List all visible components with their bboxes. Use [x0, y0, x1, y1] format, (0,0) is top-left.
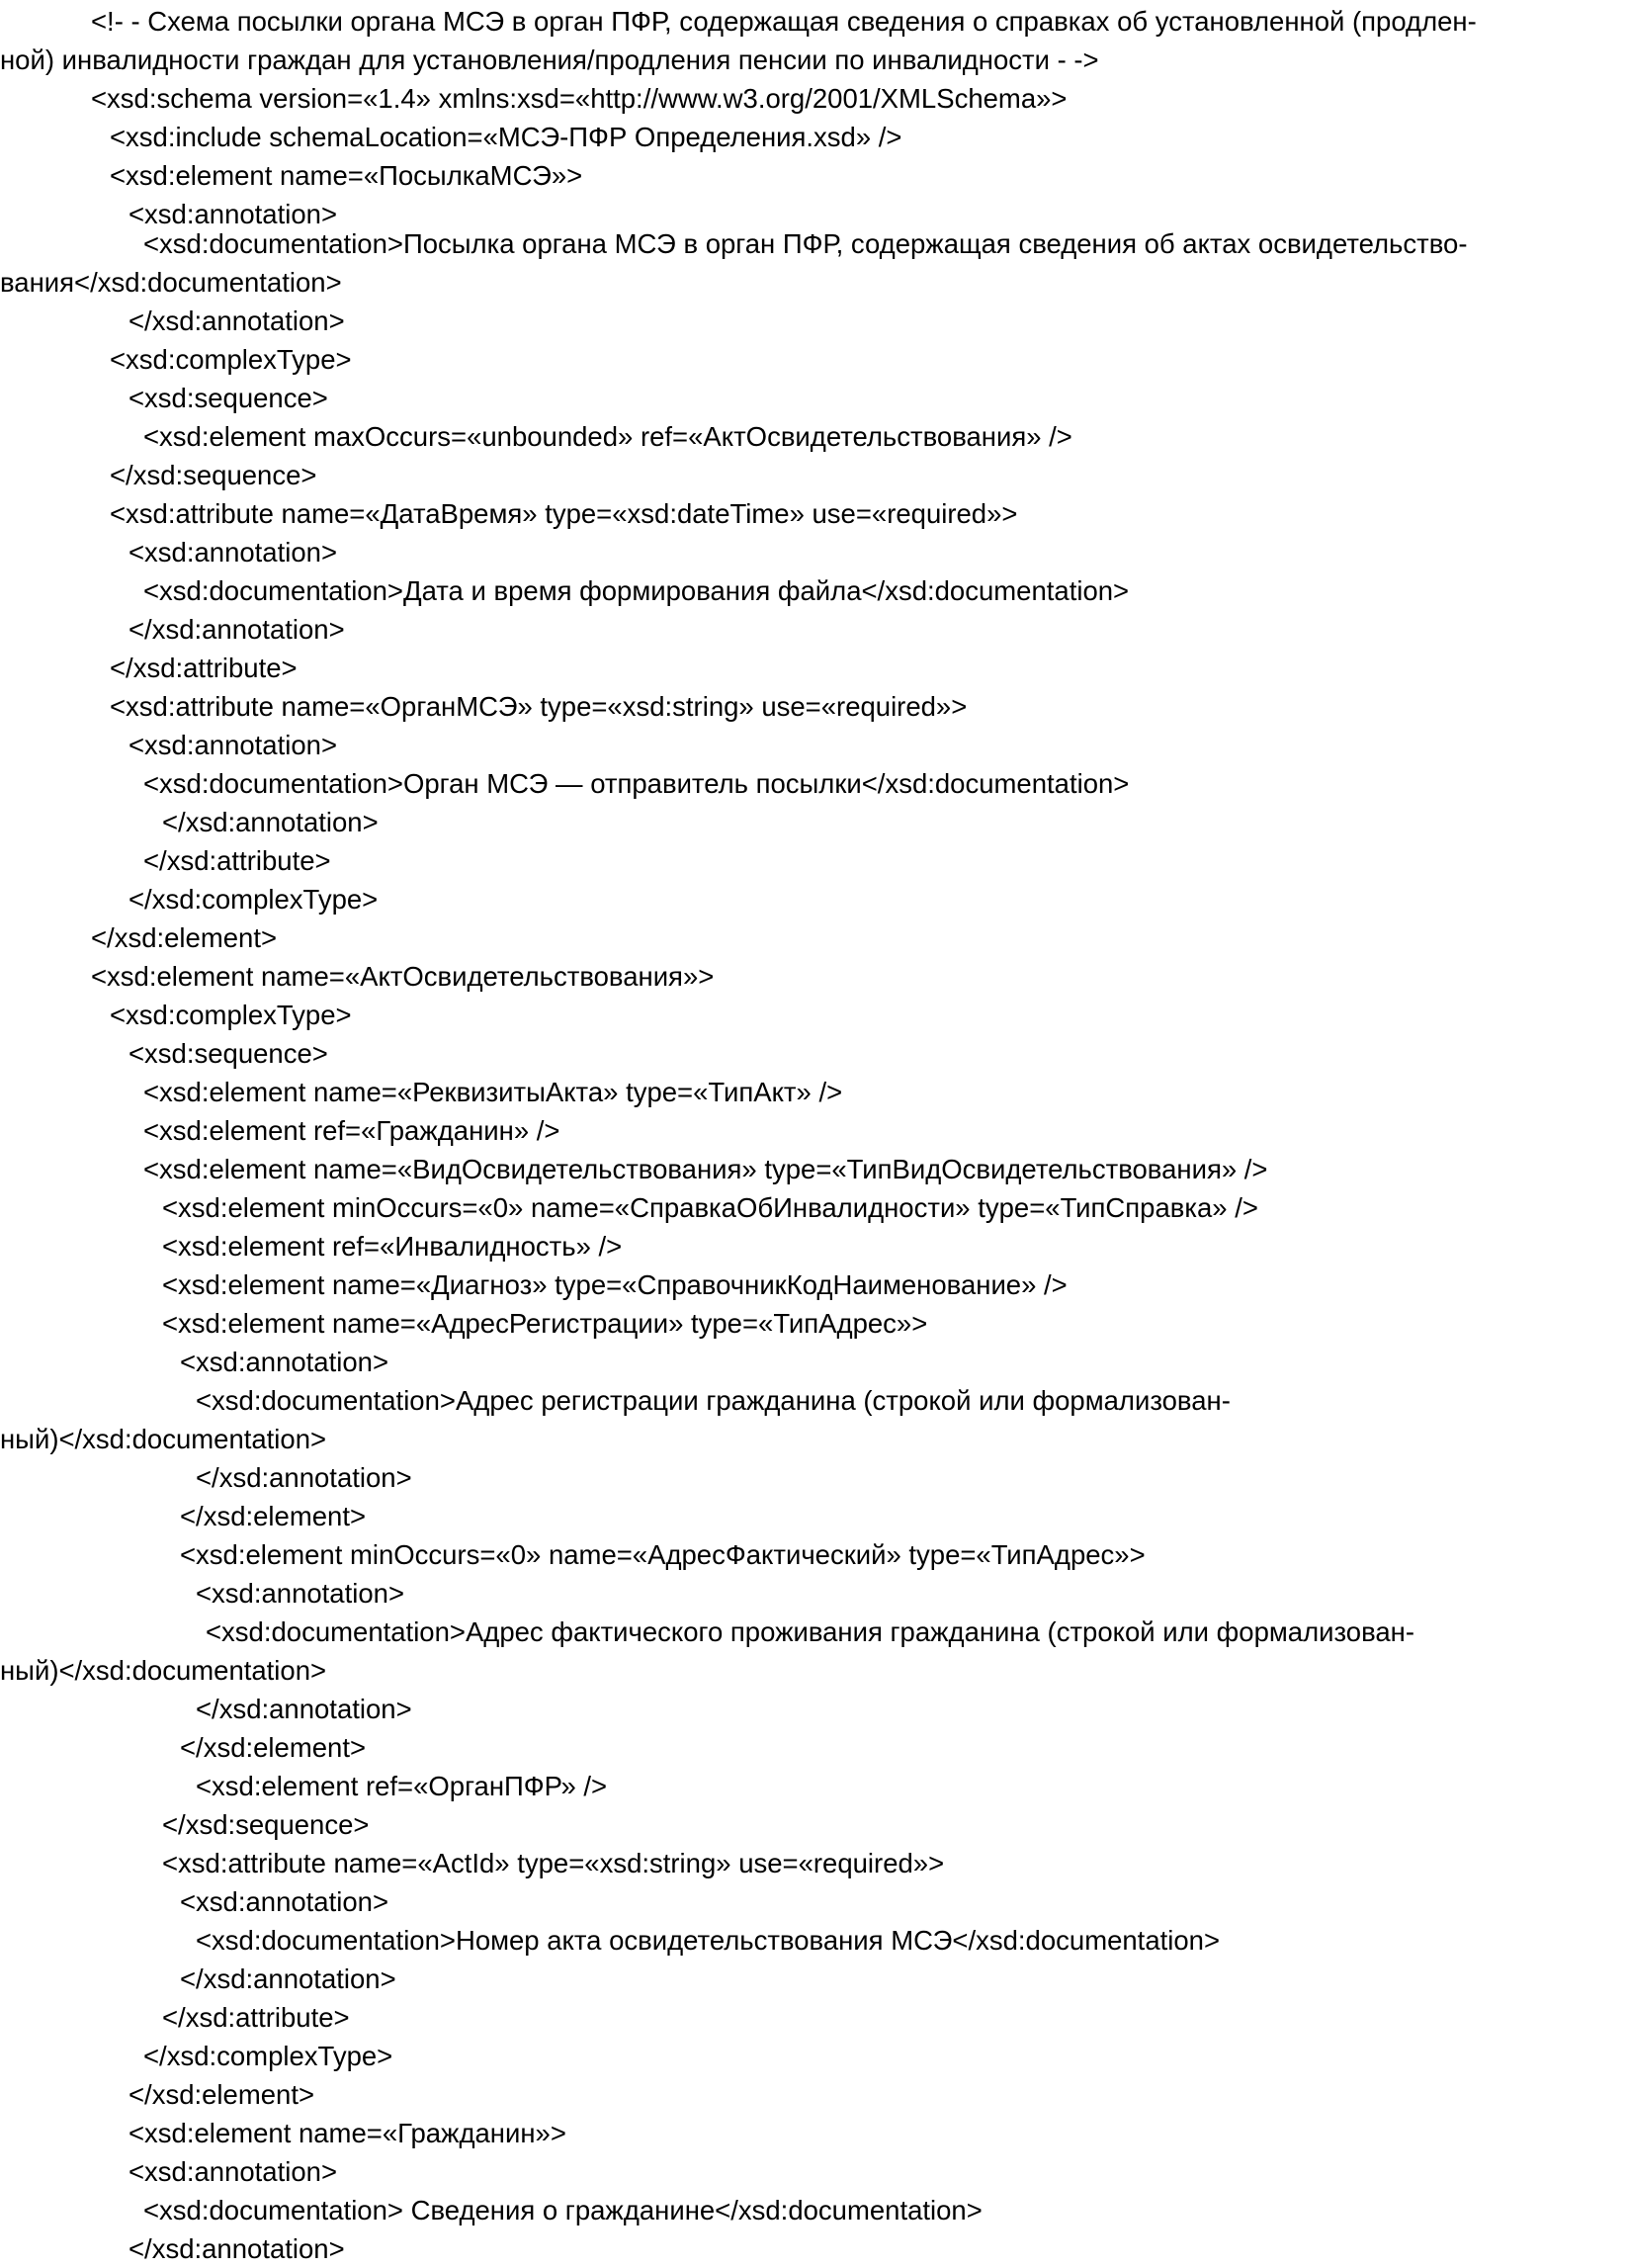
- code-line: <xsd:annotation>: [180, 1886, 389, 1917]
- code-line: <xsd:complexType>: [110, 1000, 352, 1030]
- code-line: <xsd:attribute name=«ActId» type=«xsd:string» use=«required»>: [162, 1848, 945, 1878]
- code-line: <xsd:element name=«Диагноз» type=«СправочникКодНаименование» />: [162, 1269, 1068, 1300]
- code-line: </xsd:element>: [91, 922, 278, 953]
- code-line: </xsd:sequence>: [162, 1809, 370, 1840]
- code-line: </xsd:attribute>: [162, 2002, 350, 2033]
- code-line: </xsd:attribute>: [110, 653, 298, 683]
- code-line: </xsd:annotation>: [196, 1462, 412, 1493]
- code-line: <xsd:documentation>Номер акта освидетельствования МСЭ</xsd:documentation>: [196, 1925, 1221, 1956]
- code-line: <xsd:documentation> Сведения о гражданине</xsd:documentation>: [143, 2195, 983, 2225]
- code-line: <xsd:documentation>Адрес фактического проживания гражданина (строкой или формализован-: [206, 1616, 1415, 1647]
- code-line: <!- - Схема посылки органа МСЭ в орган ПФР, содержащая сведения о справках об установленной (продлен-: [91, 6, 1477, 37]
- code-line: <xsd:element ref=«Инвалидность» />: [162, 1231, 623, 1262]
- code-line: </xsd:element>: [128, 2079, 315, 2110]
- code-line: <xsd:annotation>: [128, 199, 338, 229]
- code-line: </xsd:annotation>: [196, 1694, 412, 1724]
- code-line: <xsd:element name=«АдресРегистрации» type=«ТипАдрес»>: [162, 1308, 928, 1339]
- code-line: </xsd:element>: [180, 1501, 367, 1531]
- code-line: </xsd:annotation>: [128, 614, 345, 645]
- code-line: <xsd:documentation>Орган МСЭ — отправитель посылки</xsd:documentation>: [143, 768, 1130, 799]
- code-line: <xsd:include schemaLocation=«МСЭ-ПФР Определения.xsd» />: [110, 122, 902, 152]
- code-line: <xsd:element minOccurs=«0» name=«АдресФактический» type=«ТипАдрес»>: [180, 1539, 1146, 1570]
- code-line: <xsd:annotation>: [128, 730, 338, 760]
- code-line: </xsd:annotation>: [162, 807, 379, 837]
- code-line: <xsd:annotation>: [196, 1578, 405, 1609]
- code-line: <xsd:documentation>Посылка органа МСЭ в орган ПФР, содержащая сведения об актах освидетельство-: [143, 228, 1468, 259]
- code-line: <xsd:annotation>: [128, 537, 338, 567]
- code-line: <xsd:attribute name=«ОрганМСЭ» type=«xsd:string» use=«required»>: [110, 691, 968, 722]
- code-line: <xsd:element name=«ПосылкаМСЭ»>: [110, 160, 583, 191]
- code-line: <xsd:sequence>: [128, 383, 328, 413]
- code-line: <xsd:annotation>: [180, 1347, 389, 1377]
- code-line: <xsd:element name=«АктОсвидетельствования»>: [91, 961, 715, 992]
- code-line: вания</xsd:documentation>: [0, 267, 342, 298]
- code-line: <xsd:element name=«ВидОсвидетельствования» type=«ТипВидОсвидетельствования» />: [143, 1154, 1268, 1184]
- code-line: </xsd:complexType>: [143, 2041, 393, 2071]
- code-line: ный)</xsd:documentation>: [0, 1655, 327, 1686]
- code-line: <xsd:sequence>: [128, 1038, 328, 1069]
- code-line: <xsd:attribute name=«ДатаВремя» type=«xsd:dateTime» use=«required»>: [110, 498, 1018, 529]
- code-line: <xsd:schema version=«1.4» xmlns:xsd=«http://www.w3.org/2001/XMLSchema»>: [91, 83, 1068, 114]
- code-line: </xsd:attribute>: [143, 845, 331, 876]
- code-line: <xsd:element name=«Гражданин»>: [128, 2118, 566, 2148]
- code-line: </xsd:annotation>: [180, 1963, 396, 1994]
- code-line: </xsd:complexType>: [128, 884, 379, 915]
- code-line: </xsd:element>: [180, 1732, 367, 1763]
- code-line: ной) инвалидности граждан для установления/продления пенсии по инвалидности - ->: [0, 44, 1099, 75]
- code-line: <xsd:element maxOccurs=«unbounded» ref=«АктОсвидетельствования» />: [143, 421, 1072, 452]
- code-line: </xsd:annotation>: [128, 2233, 345, 2264]
- code-line: <xsd:complexType>: [110, 344, 352, 375]
- code-line: </xsd:sequence>: [110, 460, 317, 490]
- code-line: ный)</xsd:documentation>: [0, 1424, 327, 1454]
- code-line: <xsd:element ref=«ОрганПФР» />: [196, 1771, 608, 1801]
- code-line: <xsd:annotation>: [128, 2156, 338, 2187]
- code-line: <xsd:element minOccurs=«0» name=«СправкаОбИнвалидности» type=«ТипСправка» />: [162, 1192, 1258, 1223]
- code-line: </xsd:annotation>: [128, 305, 345, 336]
- code-line: <xsd:documentation>Адрес регистрации гражданина (строкой или формализован-: [196, 1385, 1231, 1416]
- code-line: <xsd:documentation>Дата и время формирования файла</xsd:documentation>: [143, 575, 1130, 606]
- code-line: <xsd:element ref=«Гражданин» />: [143, 1115, 560, 1146]
- code-line: <xsd:element name=«РеквизитыАкта» type=«ТипАкт» />: [143, 1077, 843, 1107]
